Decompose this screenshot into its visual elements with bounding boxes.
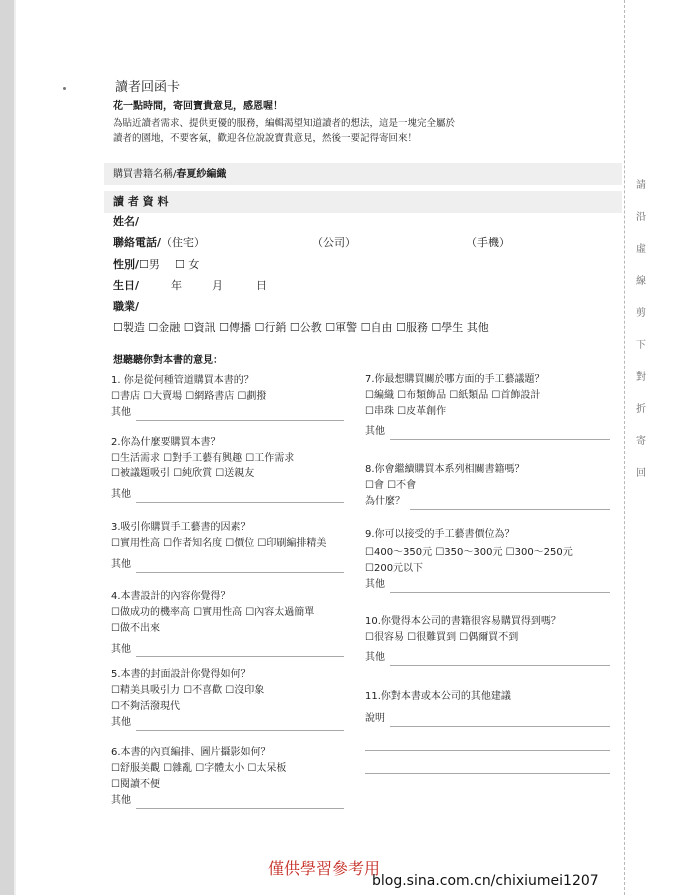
card-title: 讀者回函卡 [115, 80, 181, 95]
print-mark [63, 87, 66, 90]
question-3-other: 其他 [111, 559, 131, 570]
answer-line [136, 502, 344, 503]
question-2-other: 其他 [111, 489, 131, 500]
answer-line [136, 808, 344, 809]
question-7: 7.你最想購買關於哪方面的手工藝議題？ [365, 374, 545, 385]
phone-mobile-label: （手機） [466, 236, 510, 249]
cut-fold-line [624, 0, 625, 895]
question-6-options-a: ☐舒服美觀 ☐雜亂 ☐字體太小 ☐太呆板 [111, 763, 287, 774]
question-11: 11.你對本書或本公司的其他建議 [365, 691, 511, 702]
question-11-label: 說明 [365, 713, 385, 724]
answer-line [410, 509, 610, 510]
question-6-other: 其他 [111, 795, 131, 806]
question-7-other: 其他 [365, 426, 385, 437]
birthday-day: 日 [256, 279, 267, 292]
question-4-options-a: ☐做成功的機率高 ☐實用性高 ☐內容太過簡單 [111, 607, 315, 618]
reader-info-heading: 讀 者 資 料 [113, 195, 169, 208]
name-field: 姓名/ [113, 215, 140, 228]
intro-line-1: 為貼近讀者需求、提供更優的服務，編輯渴望知道讀者的想法，這是一塊完全屬於 [113, 118, 456, 129]
gender-female-option: ☐ 女 [175, 258, 200, 271]
job-option: ☐金融 [148, 321, 181, 334]
job-options [113, 321, 489, 334]
reader-info-band [104, 191, 622, 213]
question-8-options: ☐會 ☐不會 [365, 480, 417, 491]
question-9-other: 其他 [365, 579, 385, 590]
question-7-options-b: ☐串珠 ☐皮革創作 [365, 406, 447, 417]
answer-line [136, 656, 344, 657]
job-label: 職業/ [113, 300, 140, 313]
job-option: 其他 [466, 321, 489, 334]
question-5-other: 其他 [111, 717, 131, 728]
phone-office-label: （公司） [312, 236, 356, 249]
job-option: ☐服務 [396, 321, 428, 334]
question-5: 5.本書的封面設計你覺得如何？ [111, 669, 251, 680]
intro-line-2: 讀者的園地，不要客氣，歡迎各位說說寶貴意見，然後一要記得寄回來！ [113, 133, 418, 144]
birthday-year: 年 [171, 279, 182, 292]
gender-field: 性別/☐男 [113, 258, 160, 271]
answer-line [390, 592, 610, 593]
footer-note: 僅供學習參考用 [268, 859, 381, 878]
question-3-options: ☐實用性高 ☐作者知名度 ☐價位 ☐印刷編排精美 [111, 538, 327, 549]
question-8: 8.你會繼續購買本系列相關書籍嗎？ [365, 464, 525, 475]
question-1-options: ☐書店 ☐大賣場 ☐網路書店 ☐劃撥 [111, 391, 267, 402]
answer-line [136, 420, 344, 421]
question-8-why: 為什麼？ [365, 496, 405, 507]
birthday-field: 生日/ [113, 279, 140, 292]
job-option: ☐行銷 [254, 321, 287, 334]
question-4-options-b: ☐做不出來 [111, 623, 160, 634]
question-9-options-b: ☐200元以下 [365, 563, 424, 574]
answer-line [390, 726, 610, 727]
question-5-options-b: ☐不夠活潑現代 [111, 701, 180, 712]
question-9: 9.你可以接受的手工藝書價位為？ [365, 529, 515, 540]
question-6: 6.本書的內頁編排、圖片攝影如何？ [111, 747, 271, 758]
job-option: ☐自由 [360, 321, 393, 334]
question-4: 4.本書設計的內容你覺得？ [111, 591, 231, 602]
question-10: 10.你覺得本公司的書籍很容易購買得到嗎？ [365, 616, 561, 627]
question-10-options: ☐很容易 ☐很難買到 ☐偶爾買不到 [365, 632, 519, 643]
job-option: ☐軍警 [325, 321, 358, 334]
book-spine-edge [14, 0, 16, 895]
question-1: 1. 你是從何種管道購買本書的？ [111, 375, 254, 386]
book-name-label: 購買書籍名稱/春夏紗編織 [113, 169, 227, 180]
question-2: 2.你為什麼要購買本書？ [111, 437, 221, 448]
answer-line [136, 730, 344, 731]
job-option: ☐傳播 [219, 321, 251, 334]
question-4-other: 其他 [111, 644, 131, 655]
birthday-month: 月 [212, 279, 223, 292]
phone-field: 聯絡電話/（住宅） [113, 236, 206, 249]
book-spine-shadow [0, 0, 14, 895]
job-option: ☐學生 [431, 321, 464, 334]
question-7-options-a: ☐編織 ☐布類飾品 ☐紙類品 ☐首飾設計 [365, 390, 541, 401]
answer-line [365, 750, 610, 751]
question-9-options-a: ☐400～350元 ☐350～300元 ☐300～250元 [365, 547, 573, 558]
survey-heading: 想聽聽你對本書的意見： [113, 355, 223, 366]
watermark: blog.sina.com.cn/chixiumei1207 [372, 873, 599, 889]
job-option: ☐公教 [289, 321, 322, 334]
question-5-options-a: ☐精美具吸引力 ☐不喜歡 ☐沒印象 [111, 685, 265, 696]
question-6-options-b: ☐閱讀不便 [111, 779, 160, 790]
fold-instruction: 請 沿 虛 線 剪 下 對 折 寄 回 [636, 180, 646, 479]
answer-line [136, 572, 344, 573]
job-option: ☐製造 [113, 321, 145, 334]
answer-line [365, 773, 610, 774]
job-option: ☐資訊 [183, 321, 216, 334]
question-3: 3.吸引你購買手工藝書的因素？ [111, 522, 251, 533]
question-2-options-b: ☐被議題吸引 ☐純欣賞 ☐送親友 [111, 468, 255, 479]
question-1-other: 其他 [111, 407, 131, 418]
card-headline: 花一點時間，寄回寶貴意見，感恩喔！ [113, 101, 283, 112]
answer-line [390, 439, 610, 440]
answer-line [390, 665, 610, 666]
question-2-options-a: ☐生活需求 ☐對手工藝有興趣 ☐工作需求 [111, 453, 295, 464]
question-10-other: 其他 [365, 652, 385, 663]
